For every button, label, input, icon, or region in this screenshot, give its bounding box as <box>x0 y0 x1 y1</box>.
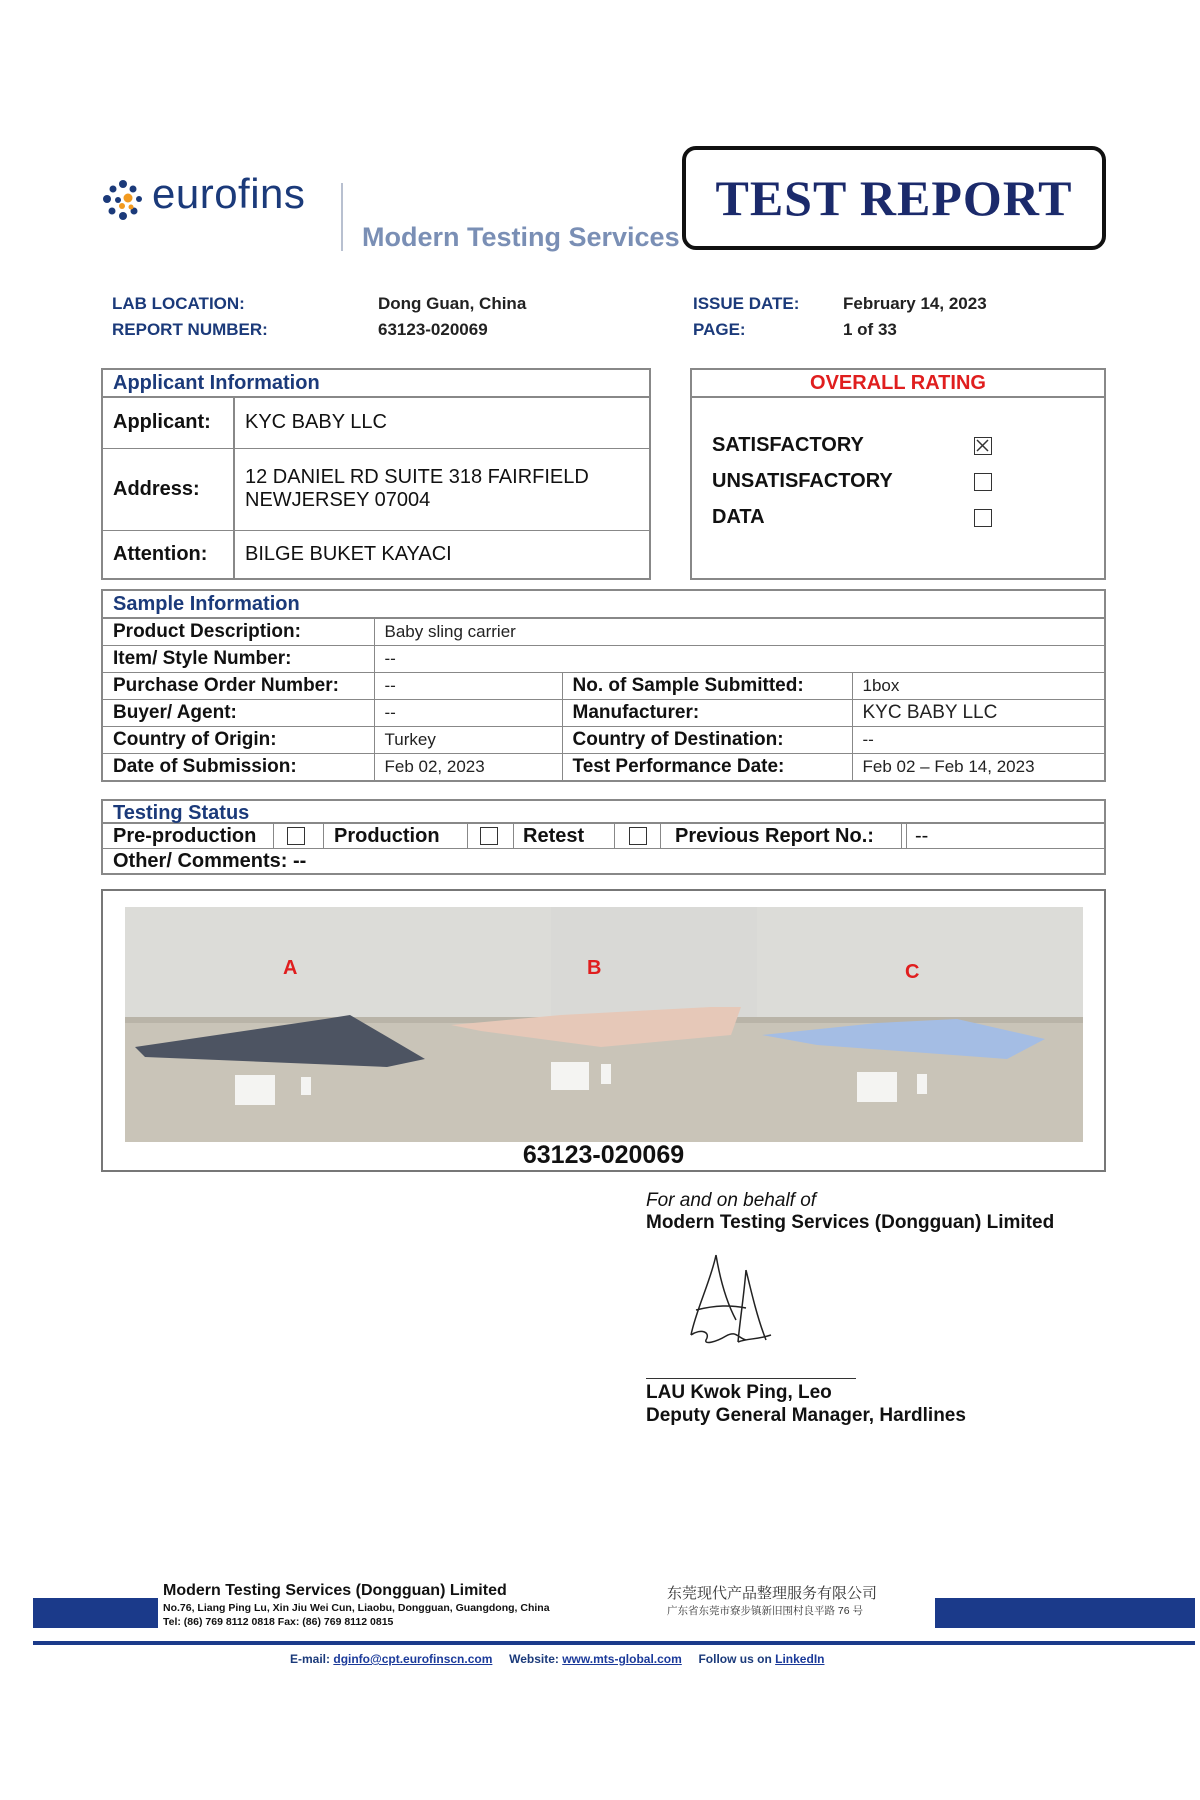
footer-company: Modern Testing Services (Dongguan) Limited <box>163 1582 507 1599</box>
date-of-submission-label: Date of Submission: <box>103 754 374 781</box>
signer-title: Deputy General Manager, Hardlines <box>646 1405 966 1426</box>
address-value <box>234 448 649 530</box>
testing-status-title: Testing Status <box>101 799 1106 823</box>
purchase-order-label: Purchase Order Number: <box>103 673 374 700</box>
attention-value: BILGE BUKET KAYACI <box>234 530 649 578</box>
page-value: 1 of 33 <box>843 320 897 339</box>
report-title: TEST REPORT <box>715 170 1073 226</box>
sample-photo-a <box>125 907 441 1142</box>
applicant-information-title: Applicant Information <box>103 370 649 398</box>
pre-production-label: Pre-production <box>113 825 257 847</box>
linkedin-link[interactable]: LinkedIn <box>775 1652 825 1666</box>
pre-production-checkbox[interactable] <box>287 827 305 845</box>
applicant-label: Applicant: <box>103 398 234 448</box>
applicant-row <box>103 398 649 448</box>
applicant-table <box>103 398 649 578</box>
rating-satisfactory-label: SATISFACTORY <box>712 434 864 456</box>
applicant-information-box <box>101 368 651 580</box>
testing-status-box <box>101 799 1106 875</box>
data-checkbox[interactable] <box>974 509 992 527</box>
footer-chinese-company: 东莞现代产品整理服务有限公司 <box>667 1585 878 1602</box>
satisfactory-checkbox[interactable] <box>974 437 992 455</box>
sample-information-title: Sample Information <box>103 591 1104 619</box>
rating-data-label: DATA <box>712 506 765 528</box>
previous-report-value: -- <box>915 825 929 847</box>
on-behalf-company: Modern Testing Services (Dongguan) Limited <box>646 1212 1055 1233</box>
on-behalf-text: For and on behalf of <box>646 1190 817 1211</box>
other-comments: Other/ Comments: -- <box>101 849 1106 875</box>
eurofins-logo-icon <box>100 178 146 224</box>
sample-photo-b-image <box>441 907 757 1142</box>
item-style-label: Item/ Style Number: <box>103 646 374 673</box>
rating-unsatisfactory-label: UNSATISFACTORY <box>712 470 893 492</box>
sample-information-box <box>101 589 1106 782</box>
purchase-order-value: -- <box>374 673 562 700</box>
attention-label: Attention: <box>103 530 234 578</box>
sample-photo-c-image <box>757 907 1083 1142</box>
photo-caption: 63123-020069 <box>522 1141 685 1169</box>
logo-divider <box>341 183 343 251</box>
country-of-origin-value: Turkey <box>374 727 562 754</box>
sample-photo-c <box>757 907 1083 1142</box>
photo-label-b: B <box>587 957 602 979</box>
table-row <box>103 700 1104 727</box>
address-line-2: NEWJERSEY 07004 <box>245 489 431 511</box>
website-link[interactable]: www.mts-global.com <box>562 1652 682 1666</box>
website-label: Website: <box>509 1652 559 1666</box>
samples-submitted-value: 1box <box>852 673 1104 700</box>
footer-tel-fax: Tel: (86) 769 8112 0818 Fax: (86) 769 8112 0815 <box>163 1616 394 1628</box>
eurofins-logo <box>100 170 330 230</box>
country-of-origin-label: Country of Origin: <box>103 727 374 754</box>
testing-status-row <box>101 823 1106 849</box>
issue-date-value: February 14, 2023 <box>843 294 987 313</box>
photo-label-c: C <box>905 961 920 983</box>
manufacturer-value: KYC BABY LLC <box>852 700 1104 727</box>
address-line-1: 12 DANIEL RD SUITE 318 FAIRFIELD <box>245 466 589 488</box>
test-performance-date-value: Feb 02 – Feb 14, 2023 <box>852 754 1104 781</box>
samples-submitted-label: No. of Sample Submitted: <box>562 673 852 700</box>
lab-location-label: LAB LOCATION: <box>112 294 245 313</box>
date-of-submission-value: Feb 02, 2023 <box>374 754 562 781</box>
follow-label: Follow us on <box>698 1652 772 1666</box>
lab-location-value: Dong Guan, China <box>378 294 527 313</box>
address-row <box>103 448 649 530</box>
footer-line <box>33 1641 1195 1645</box>
sample-photo-a-image <box>125 907 441 1142</box>
report-number-label: REPORT NUMBER: <box>112 320 268 339</box>
previous-report-label: Previous Report No.: <box>675 825 874 847</box>
manufacturer-label: Manufacturer: <box>562 700 852 727</box>
product-description-label: Product Description: <box>103 619 374 646</box>
table-row <box>103 646 1104 673</box>
table-row <box>103 754 1104 781</box>
country-of-destination-label: Country of Destination: <box>562 727 852 754</box>
issue-date-label: ISSUE DATE: <box>693 294 800 313</box>
applicant-value: KYC BABY LLC <box>245 411 387 434</box>
sample-photo-strip <box>125 907 1083 1142</box>
email-label: E-mail: <box>290 1652 331 1666</box>
country-of-destination-value: -- <box>852 727 1104 754</box>
table-row <box>103 673 1104 700</box>
email-link[interactable]: dginfo@cpt.eurofinscn.com <box>333 1652 493 1666</box>
footer-contact <box>290 1652 824 1666</box>
production-label: Production <box>334 825 440 847</box>
signature-line <box>646 1378 856 1379</box>
footer-address: No.76, Liang Ping Lu, Xin Jiu Wei Cun, Liaobu, Dongguan, Guangdong, China <box>163 1602 550 1614</box>
table-row <box>103 619 1104 646</box>
unsatisfactory-checkbox[interactable] <box>974 473 992 491</box>
table-row <box>103 727 1104 754</box>
overall-rating-title: OVERALL RATING <box>692 370 1104 398</box>
footer-chinese-address: 广东省东莞市寮步镇新旧围村良平路 76 号 <box>667 1605 864 1617</box>
attention-row <box>103 530 649 578</box>
test-performance-date-label: Test Performance Date: <box>562 754 852 781</box>
item-style-value: -- <box>374 646 1104 673</box>
address-label: Address: <box>103 448 234 530</box>
footer-bar-left <box>33 1598 158 1628</box>
sample-information-table <box>103 619 1104 780</box>
buyer-agent-label: Buyer/ Agent: <box>103 700 374 727</box>
logo-subtitle: Modern Testing Services <box>362 222 680 252</box>
checked-x-icon <box>975 438 990 453</box>
page-label: PAGE: <box>693 320 746 339</box>
logo-text: eurofins <box>152 170 306 217</box>
overall-rating-box <box>690 368 1106 580</box>
retest-checkbox[interactable] <box>629 827 647 845</box>
product-description-value: Baby sling carrier <box>374 619 1104 646</box>
signature-image <box>676 1250 796 1350</box>
photo-label-a: A <box>283 957 298 979</box>
buyer-agent-value: -- <box>374 700 562 727</box>
signer-name: LAU Kwok Ping, Leo <box>646 1382 832 1403</box>
sample-photo-box <box>101 889 1106 1172</box>
report-number-value: 63123-020069 <box>378 320 488 339</box>
retest-label: Retest <box>523 825 585 847</box>
footer-bar-right <box>935 1598 1195 1628</box>
report-title-box <box>682 146 1106 250</box>
sample-photo-b <box>441 907 757 1142</box>
production-checkbox[interactable] <box>480 827 498 845</box>
